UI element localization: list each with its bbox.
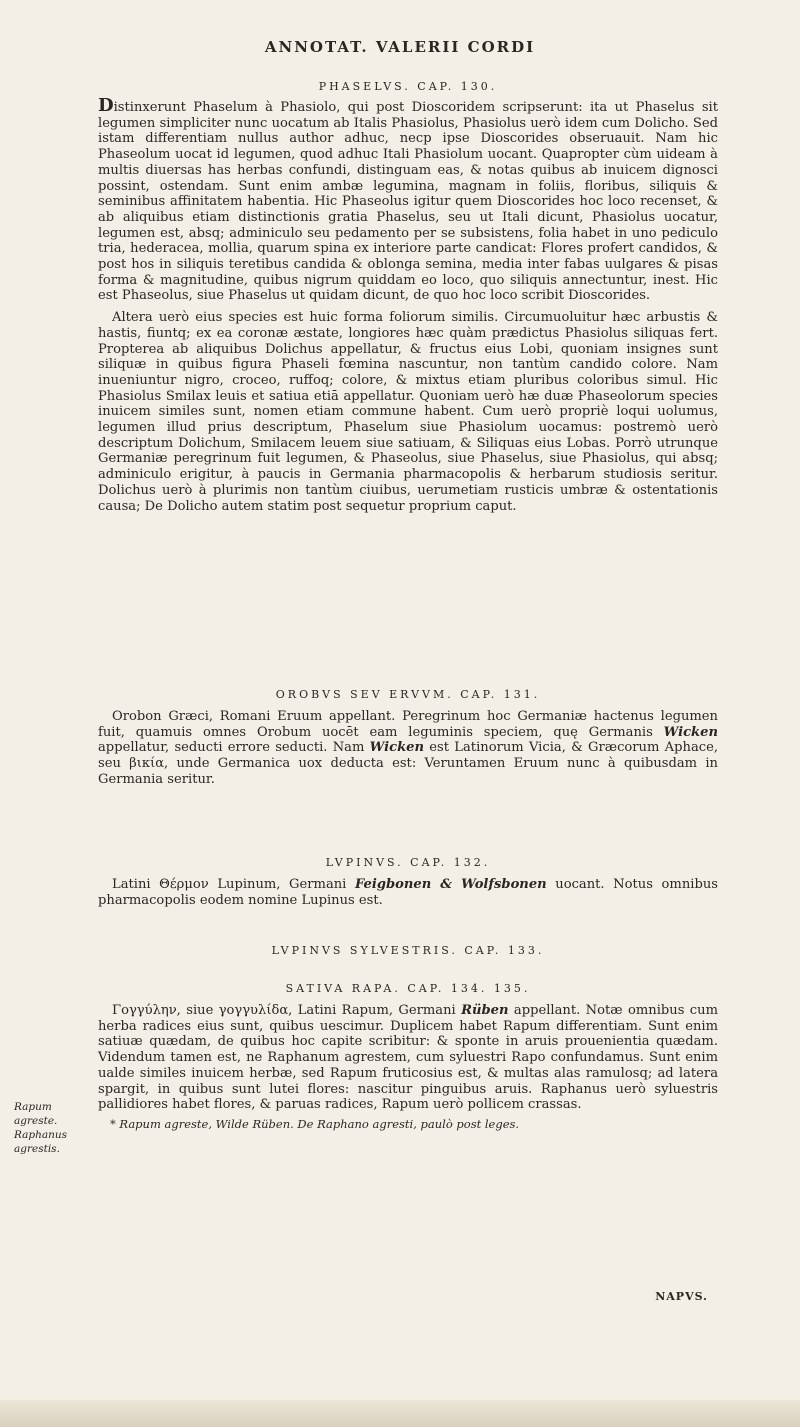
german-word: Wicken: [663, 724, 718, 740]
section-lupinus: [98, 856, 718, 908]
section-title: PHASELVS. CAP. 130.: [318, 80, 498, 93]
paragraph-text: uocant. Notus omnibus pharmacopolis eodem nomine Lupinus est.: [98, 877, 718, 908]
paragraph-text: est Latinorum Vicia, & Græcorum Aphace, seu βικία, unde Germanica uox deducta est: Veruntamen Eruum nunc à quibusdam in Germania seritur.: [98, 740, 718, 787]
paragraph-text: appellatur, seducti errore seducti. Nam: [98, 740, 370, 756]
section-title: OROBVS SEV ERVVM. CAP. 131.: [275, 688, 541, 701]
margin-note: Rapum agreste. Raphanus agrestis.: [14, 1101, 68, 1155]
paragraph-text: istinxerunt Phaselum à Phasiolo, qui post Dioscoridem scripserunt: ita ut Phaselus sit legumen simpliciter nunc uocatum ab Italis Phasiolus, Phasiolus uerò idem cum Dolicho. Sed istam differentiam nullus author adhuc, necp ipse Dioscorides obseruauit. Nam hic Phaseolum uocat id legumen, quod adhuc Itali Phasiolum uocant. Quapropter cùm uideam à multis diuersas has herbas confundi, distinguam eas, & notas quibus ab inuicem dignosci possint, ostendam. Sunt enim ambæ legumina, magnam in foliis, floribus, siliquis & seminibus affinitatem habentia. Hic Phaseolus igitur quem Dioscorides hoc loco recenset, & ab aliquibus etiam distinctionis gratia Phaselus, seu ut Itali dicunt, Phasiolus uocatur, legumen est, absq; adminiculo seu pedamento per se subsistens, folia habet in uno pediculo tria, hederacea, mollia, quarum spina ex interiore parte candicat: Flores profert candidos, & post hos in siliquis teretibus candida & oblonga semina, media inter fabas uulgares & pisas forma & magnitudine, quibus nigrum quiddam eo loco, quo siliquis annectuntur, inest. Hic est Phaseolus, siue Phaselus ut quidam dicunt, de quo hoc loco scribit Dioscorides.: [98, 100, 718, 304]
paragraph: [98, 1003, 718, 1113]
german-word: Wicken: [369, 740, 425, 756]
footnote: * Rapum agreste, Wilde Rüben. De Raphano agresti, paulò post leges.: [110, 1116, 520, 1131]
section-lupinus-sylvestris: [98, 944, 718, 957]
paragraph-text: appellant. Notæ omnibus cum herba radices eius sunt, quibus uescimur. Duplicem habet Rapum differentiam. Sunt enim satiuæ quædam, de quibus hoc capite scribitur: & sponte in aruis prouenientia quædam. Videndum tamen est, ne Raphanum agrestem, cum syluestri Rapo confundamus. Sunt enim ualde similes inuicem herbæ, sed Rapum fruticosius est, & multas alas ramulosq; ad latera spargit, in quibus sunt lutei flores: nascitur pinguibus aruis. Raphanus uerò syluestris pallidiores habet flores, & paruas radices, Rapum uerò pollicem crassas.: [98, 1003, 718, 1113]
catchword: NAPVS.: [655, 1290, 708, 1303]
running-head: ANNOTAT. VALERII CORDI: [264, 38, 536, 56]
paragraph-text: Orobon Græci, Romani Eruum appellant. Peregrinum hoc Germaniæ hactenus legumen fuit, quamuis omnes Orobum uocēt eam leguminis speciem, quę Germanis: [98, 709, 718, 740]
section-sativa-rapa: [98, 982, 718, 1131]
section-title: LVPINVS SYLVESTRIS. CAP. 133.: [271, 944, 545, 957]
paragraph: Altera uerò eius species est huic forma foliorum similis. Circumuoluitur hæc arbustis & hastis, fiuntq; ex ea coronæ æstate, longiores hæc quàm prædictus Phasiolus siliquas fert. Propterea ab aliquibus Dolichus appellatur, & fructus eius Lobi, quoniam insignes sunt siliquæ in quibus figura Phaseli fœmina nascuntur, non tantùm candido colore. Nam inueniuntur nigro, croceo, ruffoq; colore, & mixtus etiam pluribus coloribus simul. Hic Phasiolus Smilax leuis et satiua etiā appellatur. Quoniam uerò hæ duæ Phaseolorum species inuicem similes sunt, nomen etiam commune habent. Cum uerò propriè loqui uolumus, legumen illud prius descriptum, Phaselum siue Phasiolum uocamus: postremò uerò descriptum Dolichum, Smilacem leuem siue satiuam, & Siliquas eius Lobas. Porrò utrunque Germaniæ peregrinum fuit legumen, & Phaseolus, siue Phaselus, siue Phasiolus, qui absq; adminiculo erigitur, à paucis in Germania pharmacopolis & herbarum studiosis seritur. Dolichus uerò à plurimis non tantùm ciuibus, uerumetiam rusticis umbræ & ostentationis causa; De Dolicho autem statim post sequetur proprium caput.: [98, 310, 718, 514]
paragraph-text: Γογγύλην, siue γογγυλίδα, Latini Rapum, Germani: [112, 1003, 462, 1018]
paragraph: [98, 95, 718, 304]
paragraph-text: Latini Θέρμον Lupinum, Germani: [112, 877, 355, 892]
german-word: Feigbonen & Wolfsbonen: [354, 877, 547, 892]
section-phaselus: [98, 80, 718, 514]
paragraph: [98, 877, 718, 908]
german-word: Rüben: [461, 1003, 509, 1018]
section-orobus: [98, 688, 718, 788]
drop-capital: D: [98, 95, 114, 116]
page-bottom-edge: [0, 1400, 800, 1427]
section-title: SATIVA RAPA. CAP. 134. 135.: [285, 982, 531, 995]
paragraph: [98, 709, 718, 788]
section-title: LVPINVS. CAP. 132.: [325, 856, 491, 869]
